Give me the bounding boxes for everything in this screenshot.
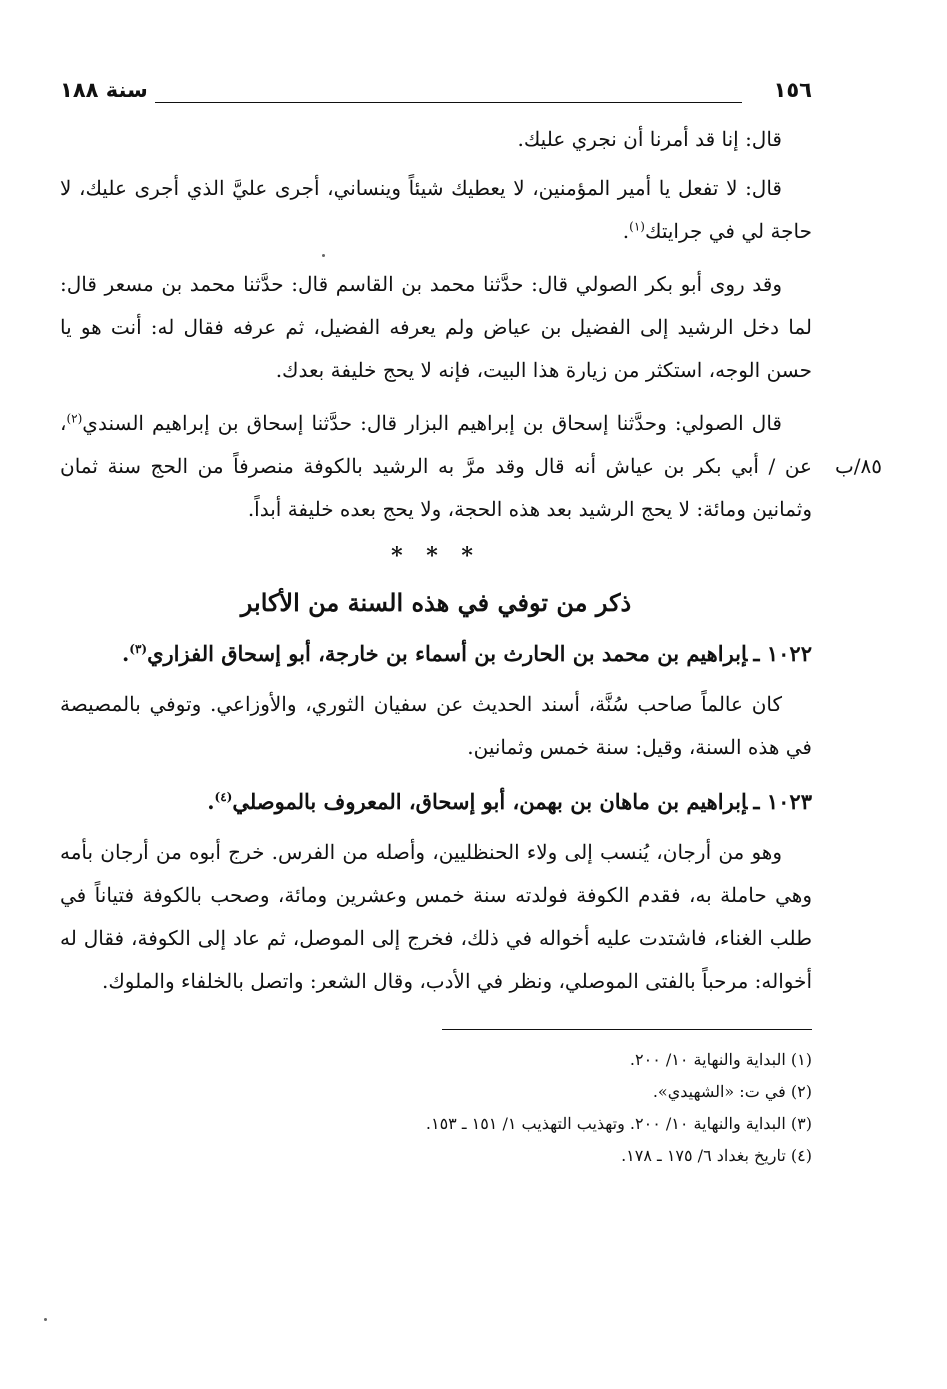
- paragraph-4: [60, 402, 812, 531]
- page-number: ١٥٦: [773, 78, 812, 102]
- book-page: [60, 78, 882, 1172]
- entry-1023-title: [60, 779, 812, 825]
- footnotes: [60, 1044, 812, 1172]
- entry-1023-name: إبراهيم بن ماهان بن بهمن، أبو إسحاق، المعروف بالموصلي: [232, 789, 748, 814]
- section-title: ذكر من توفي في هذه السنة من الأكابر: [240, 588, 632, 617]
- paragraph-4-wrapper: [60, 402, 882, 531]
- footnote-ref-4[interactable]: (٤): [214, 790, 233, 804]
- entry-1023-end: .: [207, 789, 215, 814]
- entry-1022-number: ١٠٢٢ ـ: [753, 641, 812, 666]
- page-header: [60, 78, 812, 118]
- entry-1023-body-text: وهو من أرجان، يُنسب إلى ولاء الحنظليين، وأصله من الفرس. خرج أبوه من أرجان بأمه وهي حاملة به، فقدم الكوفة فولدته سنة خمس وعشرين ومائة، وصحب بالكوفة فتياناً في طلب الغناء، فاشتدت عليه أخواله في ذلك، فخرج إلى الموصل، ثم عاد إلى الكوفة، فقال له أخواله: مرحباً بالفتى الموصلي، ونظر في الأدب، وقال الشعر: واتصل بالخلفاء والملوك.: [60, 840, 812, 993]
- entry-1022-body: [60, 683, 812, 769]
- footnote-ref-2[interactable]: (٢): [66, 411, 83, 426]
- paragraph-2-text: قال: لا تفعل يا أمير المؤمنين، لا يعطيك شيئاً وينساني، أجرى عليَّ الذي أجرى عليك، لا حاجة لي في جرايتك: [60, 176, 812, 243]
- paragraph-3-text: وقد روى أبو بكر الصولي قال: حدَّثنا محمد بن القاسم قال: حدَّثنا محمد بن مسعر قال: لما دخل الرشيد إلى الفضيل بن عياض ولم يعرفه الفضيل، ثم عرفه فقال له: أنت هو يا حسن الوجه، استكثر من زيارة هذا البيت، فإنه لا يحج خليفة بعدك.: [60, 272, 812, 382]
- footnote-ref-3[interactable]: (٣): [129, 642, 148, 656]
- footnote-4: (٤) تاريخ بغداد ٦/ ١٧٥ ـ ١٧٨.: [621, 1146, 812, 1165]
- running-head-year: سنة ١٨٨: [60, 78, 148, 102]
- manuscript-folio-note: ٨٥/ب: [834, 454, 882, 478]
- footnote-2: (٢) في ت: «الشهيدي».: [652, 1082, 812, 1101]
- paragraph-4-text-2: ، عن / أبي بكر بن عياش أنه قال وقد مرَّ به الرشيد بالكوفة منصرفاً من الحج سنة ثمان وثمانين ومائة: لا يحج الرشيد بعد هذه الحجة، ولا يحج بعده خليفة أبداً.: [60, 411, 812, 521]
- paragraph-1-text: قال: إنا قد أمرنا أن نجري عليك.: [517, 127, 782, 151]
- paragraph-2-end: .: [622, 219, 630, 243]
- footnote-rule: [442, 1029, 812, 1030]
- entry-1023-body: [60, 831, 812, 1003]
- scan-speck: [322, 254, 325, 257]
- entry-1022-end: .: [121, 641, 130, 666]
- entry-1023-number: ١٠٢٣ ـ: [753, 789, 812, 814]
- entry-1022-name: إبراهيم بن محمد بن الحارث بن أسماء بن خارجة، أبو إسحاق الفزاري: [147, 641, 748, 666]
- paragraph-3: [60, 263, 812, 392]
- entry-1022-title: [60, 631, 812, 677]
- paragraph-4-text-1: قال الصولي: وحدَّثنا إسحاق بن إبراهيم البزار قال: حدَّثنا إسحاق بن إبراهيم السندي: [82, 411, 782, 435]
- section-separator: * * *: [391, 543, 481, 569]
- scan-speck: [44, 1318, 47, 1321]
- paragraph-1: [60, 118, 812, 161]
- paragraph-2: [60, 167, 812, 253]
- footnote-1: (١) البداية والنهاية ١٠/ ٢٠٠.: [629, 1050, 812, 1069]
- header-rule: [155, 102, 742, 103]
- entry-1022-body-text: كان عالماً صاحب سُنَّة، أسند الحديث عن سفيان الثوري، والأوزاعي. وتوفي بالمصيصة في هذه السنة، وقيل: سنة خمس وثمانين.: [60, 692, 812, 759]
- footnote-3: (٣) البداية والنهاية ١٠/ ٢٠٠. وتهذيب التهذيب ١/ ١٥١ ـ ١٥٣.: [425, 1114, 812, 1133]
- footnote-ref-1[interactable]: (١): [629, 219, 645, 234]
